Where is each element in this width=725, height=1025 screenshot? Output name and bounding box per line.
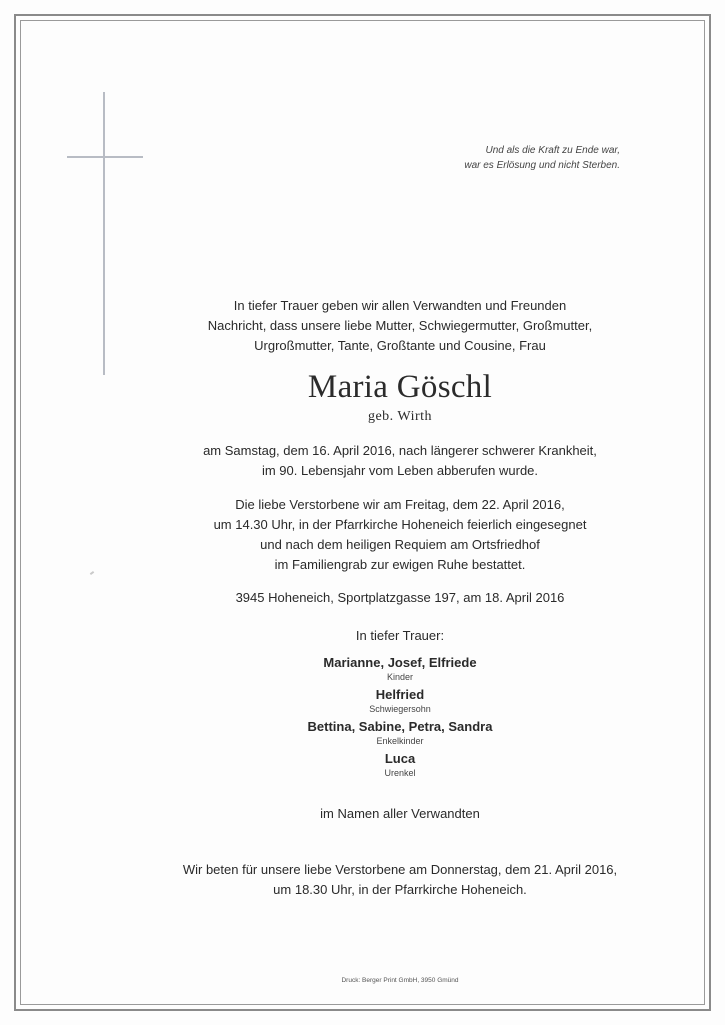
mourner-name: Luca — [384, 751, 416, 766]
mourner-role: Urenkel — [384, 768, 416, 778]
mourner-grandchildren — [150, 718, 650, 748]
intro-line-2: Nachricht, dass unsere liebe Mutter, Schwiegermutter, Großmutter, — [207, 318, 593, 333]
funeral-line-4: im Familiengrab zur ewigen Ruhe bestattet. — [274, 557, 526, 572]
deceased-name: Maria Göschl — [307, 369, 493, 405]
prayer-service — [150, 860, 650, 900]
mourner-role: Kinder — [386, 672, 413, 682]
motto-line-2: war es Erlösung und nicht Sterben. — [464, 160, 620, 171]
cross-horizontal-bar — [67, 156, 143, 158]
cross-vertical-bar — [103, 92, 105, 375]
mourner-great-grandchild — [150, 750, 650, 780]
closing-line: im Namen aller Verwandten — [320, 806, 480, 821]
mourners-list — [150, 654, 650, 780]
death-notice-line-2: im 90. Lebensjahr vom Leben abberufen wurde. — [261, 463, 539, 478]
maiden-name: geb. Wirth — [367, 409, 433, 424]
death-notice-line-1: am Samstag, dem 16. April 2016, nach längerer schwerer Krankheit, — [203, 443, 597, 458]
intro-line-1: In tiefer Trauer geben wir allen Verwandten und Freunden — [233, 298, 567, 313]
death-notice — [150, 441, 650, 481]
mourning-heading: In tiefer Trauer: — [355, 628, 445, 643]
printer-credit: Druck: Berger Print GmbH, 3950 Gmünd — [341, 977, 459, 984]
obituary-body — [150, 296, 650, 900]
motto-quote — [320, 143, 620, 173]
motto-line-1: Und als die Kraft zu Ende war, — [485, 145, 620, 156]
mourner-role: Schwiegersohn — [369, 704, 431, 714]
prayer-service-line-1: Wir beten für unsere liebe Verstorbene am Donnerstag, dem 21. April 2016, — [182, 862, 618, 877]
mourner-children — [150, 654, 650, 684]
mourner-name: Marianne, Josef, Elfriede — [323, 655, 477, 670]
place-and-date: 3945 Hoheneich, Sportplatzgasse 197, am 18. April 2016 — [235, 590, 565, 605]
prayer-service-line-2: um 18.30 Uhr, in der Pfarrkirche Hoheneich. — [273, 882, 527, 897]
intro-line-3: Urgroßmutter, Tante, Großtante und Cousine, Frau — [254, 338, 546, 353]
mourner-role: Enkelkinder — [376, 736, 424, 746]
funeral-details — [150, 495, 650, 575]
mourner-son-in-law — [150, 686, 650, 716]
funeral-line-3: und nach dem heiligen Requiem am Ortsfriedhof — [260, 537, 540, 552]
intro-text — [150, 296, 650, 356]
mourner-name: Bettina, Sabine, Petra, Sandra — [307, 719, 493, 734]
funeral-line-1: Die liebe Verstorbene wir am Freitag, dem 22. April 2016, — [235, 497, 565, 512]
funeral-line-2: um 14.30 Uhr, in der Pfarrkirche Hoheneich feierlich eingesegnet — [213, 517, 587, 532]
mourner-name: Helfried — [375, 687, 425, 702]
